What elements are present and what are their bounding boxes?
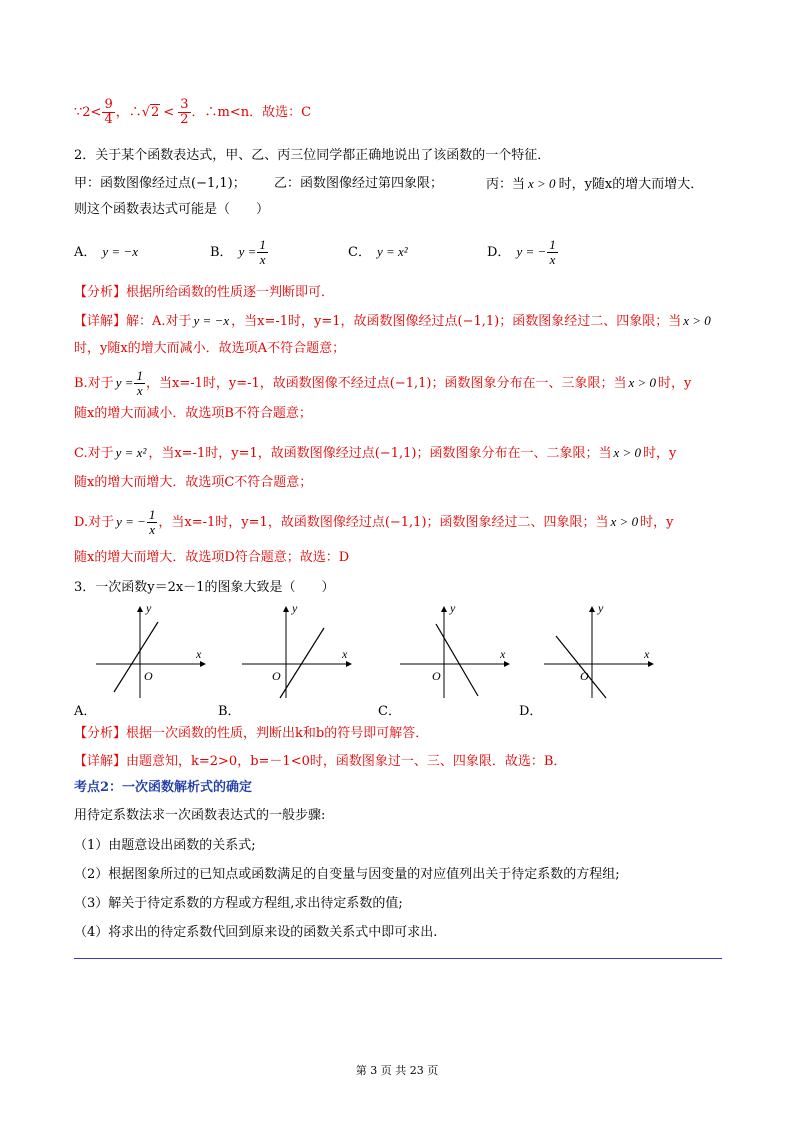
q2-detail-c: C.对于 y = x² ，当x=-1时，y=1，故函数图像经过点(−1,1)；函数图象分布在一、二象限；当 x > 0 时，y (74, 445, 677, 461)
q2-detail-b-cont: 随x的增大而减小．故选项B不符合题意； (74, 406, 312, 421)
q3-option-a-label: A． (74, 704, 97, 719)
section-step-3: （3）解关于待定系数的方程或方程组,求出待定系数的值; (74, 896, 403, 911)
q2-detail-d: D.对于 y = − $\frac{1}{x}$ ，当x=-1时，y=1，故函数图像经过点(−1,1)；函数图象经过二、四象限；当 x > 0 时，y (74, 507, 674, 537)
y-axis-label: y (598, 601, 604, 615)
section-step-1: （1）由题意设出函数的关系式; (74, 838, 256, 853)
condition-bing: 丙：当 x > 0 时，y随x的增大而增大． (486, 176, 704, 192)
q2-detail-b: B.对于 y = $\frac{1}{x}$ ，当x=-1时，y=-1，故函数图像不经过点(−1,1)；函数图象分布在一、三象限；当 x > 0 时，y (74, 368, 692, 398)
q2-detail-a: 【详解】解：A.对于 y = −x ，当x=-1时，y=1，故函数图像经过点(−1,1)；函数图象经过二、四象限；当 x > 0 (74, 313, 711, 329)
q3-option-d-label: D． (519, 704, 543, 719)
sqrt-2: √2 (141, 105, 160, 120)
condition-jia: 甲：函数图像经过点(−1,1)； (74, 176, 246, 191)
graph-option-a (92, 600, 208, 700)
q2-analysis: 【分析】根据所给函数的性质逐一判断即可． (74, 285, 335, 300)
origin-label: O (272, 669, 281, 683)
condition-yi: 乙：函数图像经过第四象限； (274, 176, 444, 191)
q3-option-b-label: B． (218, 704, 241, 719)
fraction-9-4: $\frac{9}{4}$ (104, 97, 113, 127)
graph-option-c (396, 600, 512, 700)
section-step-4: （4）将求出的待定系数代回到原来设的函数关系式中即可求出. (74, 925, 438, 940)
y-axis-label: y (450, 601, 456, 615)
because-text: ∵2< (74, 105, 102, 120)
q3-option-c-label: C． (378, 704, 401, 719)
q2-detail-c-cont: 随x的增大而增大．故选项C不符合题意； (74, 475, 313, 490)
q3-stem: 3．一次函数y＝2x－1的图象大致是（ ） (74, 580, 335, 595)
q2-detail-a-cont: 时，y随x的增大而减小．故选项A不符合题意； (74, 341, 346, 356)
q2-ask: 则这个函数表达式可能是（ ） (74, 202, 270, 217)
origin-label: O (580, 669, 589, 683)
q3-analysis: 【分析】根据一次函数的性质，判断出k和b的符号即可解答． (74, 726, 429, 741)
page-number: 第 3 页 共 23 页 (355, 1064, 439, 1077)
x-axis-label: x (196, 647, 202, 661)
q2-detail-d-cont: 随x的增大而增大．故选项D符合题意；故选：D (74, 550, 350, 565)
footer-divider (74, 958, 722, 959)
q2-option-a: A． y = −x (74, 244, 138, 260)
q2-option-c: C． y = x² (348, 244, 408, 260)
q1-conclusion-line: ∵2< $\frac{9}{4}$ ，∴√2 < $\frac{3}{2}$ ．∴m<n．故选：C (74, 97, 312, 127)
y-axis-label: y (146, 601, 152, 615)
fraction-3-2: $\frac{3}{2}$ (180, 97, 189, 127)
x-axis-label: x (500, 647, 506, 661)
x-axis-label: x (342, 647, 348, 661)
y-axis-label: y (292, 601, 298, 615)
graph-option-d (540, 600, 656, 700)
q2-option-d: D． y = − $\frac{1}{x}$ (487, 237, 556, 267)
origin-label: O (432, 669, 441, 683)
section-step-2: （2）根据图象所过的已知点或函数满足的自变量与因变量的对应值列出关于待定系数的方程组; (74, 867, 620, 882)
q2-option-b: B． y = $\frac{1}{x}$ (210, 237, 266, 267)
q2-stem: 2．关于某个函数表达式，甲、乙、丙三位同学都正确地说出了该函数的一个特征． (74, 148, 551, 163)
section-intro: 用待定系数法求一次函数表达式的一般步骤: (74, 808, 326, 823)
q2-conditions (74, 174, 704, 194)
section-heading: 考点2：一次函数解析式的确定 (74, 780, 253, 795)
q3-detail: 【详解】由题意知，k=2>0，b=－1<0时，函数图象过一、三、四象限．故选：B． (74, 754, 567, 769)
graph-option-b (238, 600, 354, 700)
origin-label: O (144, 669, 153, 683)
x-axis-label: x (644, 647, 650, 661)
